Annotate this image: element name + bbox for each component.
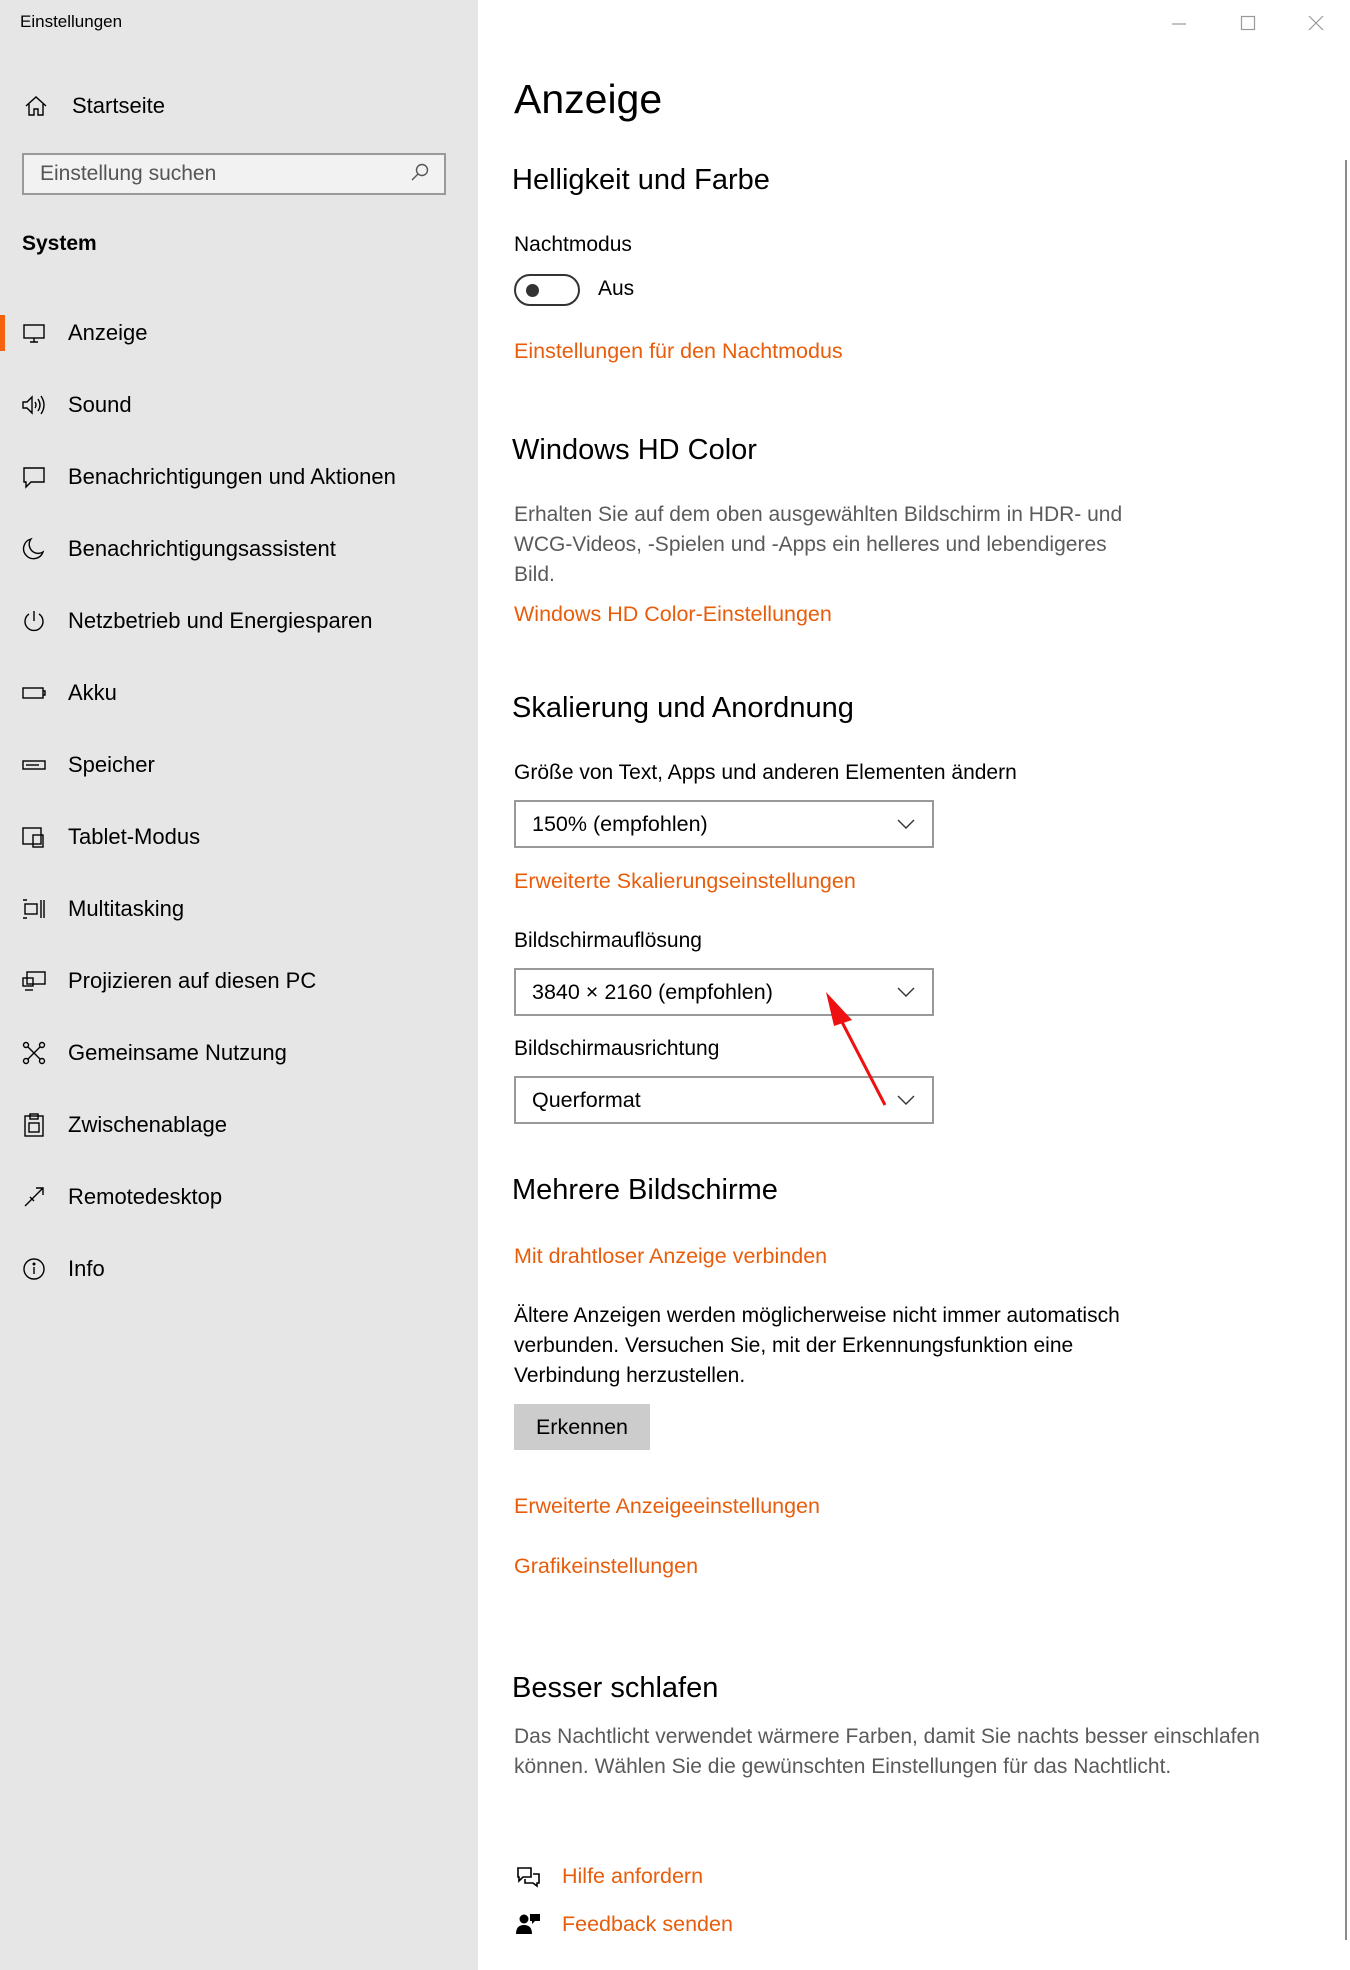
page-title: Anzeige: [514, 76, 663, 122]
sidebar-item-akku[interactable]: [0, 657, 478, 729]
close-button[interactable]: [1296, 8, 1336, 38]
share-icon: [20, 1039, 48, 1067]
detect-button[interactable]: Erkennen: [514, 1404, 650, 1450]
night-mode-label: Nachtmodus: [514, 233, 632, 256]
sidebar-item-label: Gemeinsame Nutzung: [68, 1040, 287, 1065]
chevron-down-icon: [896, 1094, 916, 1106]
sidebar-item-label: Speicher: [68, 752, 155, 777]
feedback-icon: [514, 1910, 542, 1938]
hdr-description: [514, 500, 1122, 590]
resolution-dropdown-value: 3840 × 2160 (empfohlen): [532, 979, 773, 1004]
search-input[interactable]: [38, 161, 410, 187]
search-box[interactable]: [22, 153, 446, 195]
feedback-row[interactable]: [514, 1910, 733, 1938]
sleep-description: [514, 1722, 1260, 1782]
battery-icon: [20, 679, 48, 707]
search-icon[interactable]: [410, 162, 430, 187]
sidebar-item-assistent[interactable]: [0, 513, 478, 585]
sidebar-item-gemeinsam[interactable]: [0, 1017, 478, 1089]
chevron-down-icon: [896, 818, 916, 830]
sidebar-nav: [0, 297, 478, 1305]
sidebar-item-remotedesktop[interactable]: [0, 1161, 478, 1233]
orientation-dropdown[interactable]: [514, 1076, 934, 1124]
sidebar-home[interactable]: [22, 88, 165, 124]
heading-multiple-displays: Mehrere Bildschirme: [512, 1174, 778, 1206]
sidebar-item-label: Multitasking: [68, 896, 185, 921]
sidebar-item-sound[interactable]: [0, 369, 478, 441]
hd-color-settings-link[interactable]: Windows HD Color-Einstellungen: [514, 602, 832, 626]
close-icon: [1307, 14, 1325, 32]
tablet-icon: [20, 823, 48, 851]
night-mode-state: Aus: [598, 277, 635, 300]
size-label: Größe von Text, Apps und anderen Elementen ändern: [514, 761, 1017, 784]
minimize-button[interactable]: [1159, 8, 1199, 38]
sidebar-item-speicher[interactable]: [0, 729, 478, 801]
toggle-knob: [526, 284, 539, 297]
app-title: Einstellungen: [20, 12, 123, 31]
sidebar-item-label: Zwischenablage: [68, 1112, 227, 1137]
sidebar-item-projizieren[interactable]: [0, 945, 478, 1017]
multitasking-icon: [20, 895, 48, 923]
hdr-description-line: Erhalten Sie auf dem oben ausgewählten Bildschirm in HDR- und: [514, 503, 1123, 526]
sidebar-item-zwischenablage[interactable]: [0, 1089, 478, 1161]
sleep-description-line: können. Wählen Sie die gewünschten Einstellungen für das Nachtlicht.: [514, 1755, 1172, 1778]
size-dropdown-value: 150% (empfohlen): [532, 811, 708, 836]
heading-brightness: Helligkeit und Farbe: [512, 164, 770, 196]
multi-description-line: Verbindung herzustellen.: [514, 1364, 746, 1387]
hdr-description-line: WCG-Videos, -Spielen und -Apps ein helleres und lebendigeres: [514, 533, 1107, 556]
message-icon: [20, 463, 48, 491]
multi-description-line: verbunden. Versuchen Sie, mit der Erkennungsfunktion eine: [514, 1334, 1074, 1357]
remote-icon: [20, 1183, 48, 1211]
orientation-dropdown-value: Querformat: [532, 1087, 641, 1112]
power-icon: [20, 607, 48, 635]
graphics-settings-link[interactable]: Grafikeinstellungen: [514, 1554, 699, 1578]
sidebar-item-info[interactable]: [0, 1233, 478, 1305]
sidebar-item-anzeige[interactable]: [0, 297, 478, 369]
sidebar-item-label: Benachrichtigungen und Aktionen: [68, 464, 396, 489]
sidebar-item-label: Remotedesktop: [68, 1184, 223, 1209]
multi-description: [514, 1301, 1120, 1391]
night-mode-toggle[interactable]: [514, 274, 580, 306]
help-chat-icon: [514, 1862, 542, 1890]
maximize-icon: [1239, 14, 1257, 32]
heading-sleep: Besser schlafen: [512, 1672, 719, 1704]
sidebar: [0, 0, 478, 1970]
night-mode-settings-link[interactable]: Einstellungen für den Nachtmodus: [514, 339, 843, 363]
sidebar-item-multitasking[interactable]: [0, 873, 478, 945]
sidebar-item-label: Sound: [68, 392, 132, 417]
wireless-display-link[interactable]: Mit drahtloser Anzeige verbinden: [514, 1244, 828, 1268]
speaker-icon: [20, 391, 48, 419]
sidebar-item-label: Netzbetrieb und Energiesparen: [68, 608, 373, 633]
maximize-button[interactable]: [1228, 8, 1268, 38]
heading-scaling: Skalierung und Anordnung: [512, 692, 854, 724]
sidebar-item-label: Anzeige: [68, 320, 148, 345]
advanced-display-link[interactable]: Erweiterte Anzeigeeinstellungen: [514, 1494, 820, 1518]
multi-description-line: Ältere Anzeigen werden möglicherweise nicht immer automatisch: [514, 1304, 1120, 1327]
resolution-label: Bildschirmauflösung: [514, 929, 702, 952]
sleep-description-line: Das Nachtlicht verwendet wärmere Farben, damit Sie nachts besser einschlafen: [514, 1725, 1260, 1748]
hdr-description-line: Bild.: [514, 563, 555, 586]
heading-hd-color: Windows HD Color: [512, 434, 757, 466]
storage-icon: [20, 751, 48, 779]
clipboard-icon: [20, 1111, 48, 1139]
sidebar-item-label: Akku: [68, 680, 117, 705]
size-dropdown[interactable]: [514, 800, 934, 848]
sidebar-item-label: Tablet-Modus: [68, 824, 201, 849]
orientation-label: Bildschirmausrichtung: [514, 1037, 720, 1060]
sidebar-item-label: Info: [68, 1256, 105, 1281]
help-link[interactable]: Hilfe anfordern: [562, 1863, 704, 1888]
sidebar-item-benachrichtigungen[interactable]: [0, 441, 478, 513]
sidebar-item-tablet[interactable]: [0, 801, 478, 873]
section-label-system: System: [22, 232, 97, 255]
sidebar-item-label: Projizieren auf diesen PC: [68, 968, 317, 993]
sidebar-item-energie[interactable]: [0, 585, 478, 657]
home-icon: [22, 92, 50, 120]
help-row[interactable]: [514, 1862, 703, 1890]
scrollbar[interactable]: [1345, 160, 1347, 1940]
info-icon: [20, 1255, 48, 1283]
advanced-scaling-link[interactable]: Erweiterte Skalierungseinstellungen: [514, 869, 856, 893]
moon-icon: [20, 535, 48, 563]
resolution-dropdown[interactable]: [514, 968, 934, 1016]
sidebar-item-label: Benachrichtigungsassistent: [68, 536, 336, 561]
feedback-link[interactable]: Feedback senden: [562, 1911, 733, 1936]
project-icon: [20, 967, 48, 995]
monitor-icon: [20, 319, 48, 347]
sidebar-home-label: Startseite: [72, 93, 165, 118]
minimize-icon: [1170, 14, 1188, 32]
chevron-down-icon: [896, 986, 916, 998]
